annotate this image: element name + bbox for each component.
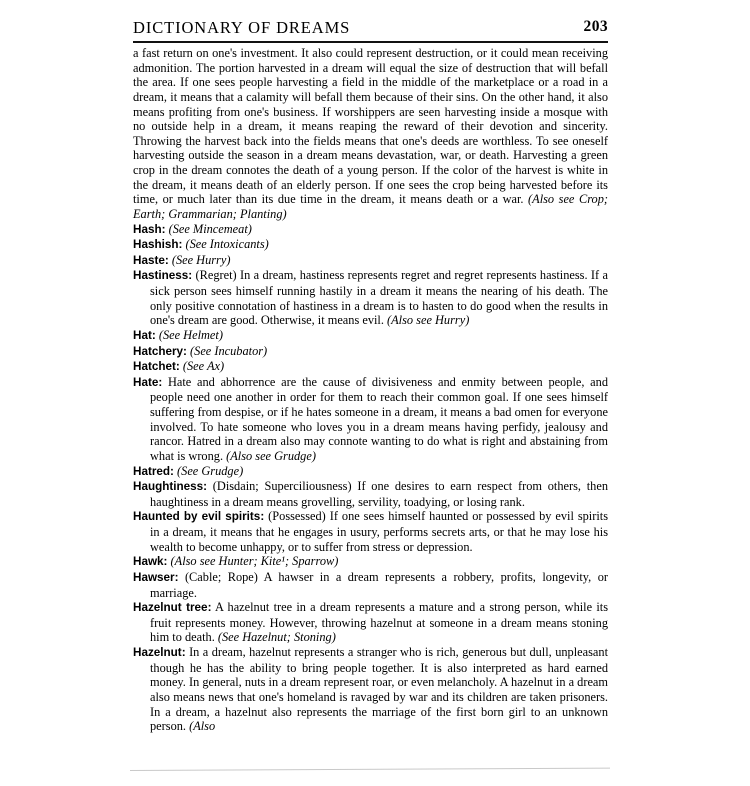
entry-crossref: (See Ax) xyxy=(182,359,225,374)
entry-headword: Hash xyxy=(133,222,162,236)
entry-headword: Hate xyxy=(133,375,159,389)
dictionary-entry xyxy=(133,344,608,360)
entry-headword: Hazelnut tree xyxy=(133,601,208,615)
entry-colon: : xyxy=(183,344,187,358)
entry-trailing-crossref: (See Hazelnut; Stoning) xyxy=(217,630,336,645)
dictionary-entry xyxy=(133,328,608,344)
entry-trailing-crossref: (Also see Hurry) xyxy=(387,313,470,328)
entry-colon: : xyxy=(161,222,166,236)
entry-crossref: (See Incubator) xyxy=(190,343,268,358)
page-number: 203 xyxy=(583,18,608,35)
entry-headword: Hazelnut xyxy=(133,646,182,659)
dictionary-entry xyxy=(133,554,608,570)
continued-paragraph-text: a fast return on one's investment. It also could represent destruction, or it could mean receiving admonition. The portion harvested in a dream will equal the size of destruction that will befall the area. If one sees people harvesting a field in the middle of the marketplace or a road in a dream, it means that a calamity will befall them because of their sins. On the other hand, it also means profiting from one's business. If worshippers are seen harvesting inside a mosque with no outside help in a dream, it means reaping the reward of their devotion and sincerity. Throwing the harvest back into the fields means that one's deeds are worthless. To see oneself harvesting outside the season in a dream means devastation, war, or death. Harvesting a green crop in the dream connotes the death of a young person. If the color of the harvest is white in the dream, it means death of an elderly person. If one sees the crop being harvested before its time, or much later than its due time in the dream, it means death or a war. xyxy=(133,46,608,207)
entry-headword: Haste xyxy=(133,253,165,267)
entry-body: In a dream, hazelnut represents a stranger who is rich, generous but dull, unpleasant though he has the ability to bring people together. It is also interpreted as hard earned money. In general, nuts in a dream represent roar, or even melancholy. A hazelnut in a dream also means news that one's homeland is ravaged by war and its children are taken prisoners. In a dream, a hazelnut also represents the marriage of the first born girl to an unknown person. xyxy=(150,645,608,734)
entry-body: A hazelnut tree in a dream represents a mature and a strong person, while its fruit represents money. However, throwing hazelnut at someone in a dream means stoning him to death. xyxy=(150,600,608,645)
entry-colon: : xyxy=(207,601,212,615)
entry-crossref: (See Helmet) xyxy=(158,327,223,342)
dictionary-entry xyxy=(133,645,608,734)
entry-headword: Hawser xyxy=(133,570,175,584)
entry-body: (Disdain; Superciliousness) If one desires to earn respect from others, then haughtiness in a dream means grovelling, servility, toadying, or losing rank. xyxy=(150,479,608,509)
entry-crossref: (See Grudge) xyxy=(177,463,244,478)
entry-body: (Cable; Rope) A hawser in a dream represents a robbery, profits, longevity, or marriage. xyxy=(150,569,608,600)
entry-colon: : xyxy=(170,464,174,478)
dictionary-entry xyxy=(133,464,608,480)
entry-crossref: (Also see Hunter; Kite¹; Sparrow) xyxy=(170,554,339,569)
running-head xyxy=(133,18,608,42)
dictionary-entry xyxy=(133,600,608,645)
dictionary-entry xyxy=(133,222,608,238)
entry-colon: : xyxy=(260,510,265,524)
header-rule xyxy=(133,41,608,43)
dictionary-entry xyxy=(133,375,608,464)
dictionary-entry xyxy=(133,237,608,253)
entry-headword: Hawk xyxy=(133,555,164,569)
dictionary-entry xyxy=(133,570,608,600)
entry-colon: : xyxy=(188,269,193,283)
entry-headword: Haughtiness xyxy=(133,480,204,494)
entry-crossref: (See Hurry) xyxy=(171,252,231,267)
entry-body: (Possessed) If one sees himself haunted or possessed by evil spirits in a dream, it means that he engages in usury, performs secrets arts, or that he may lose his wealth to become unhappy, or to suffer from stress or depression. xyxy=(150,509,609,554)
dictionary-entry xyxy=(133,359,608,375)
entry-trailing-crossref: (Also xyxy=(189,719,216,734)
entry-headword: Haunted by evil spirits xyxy=(133,510,261,524)
entry-headword: Hashish xyxy=(133,238,179,252)
entry-body: (Regret) In a dream, hastiness represents regret and regret represents hastiness. If a sick person sees himself running hastily in a dream it means the nearing of his death. The only positive connotation of hastiness in a dream is to hasten to do good when the results in one's dream are good. Otherwise, it means evil. xyxy=(150,268,608,328)
entry-trailing-crossref: (Also see Grudge) xyxy=(226,448,316,463)
entry-colon: : xyxy=(175,360,180,374)
running-head-title: DICTIONARY OF DREAMS xyxy=(133,18,351,37)
continued-paragraph-crossref: (Also see Crop; Earth; Grammarian; Planting) xyxy=(133,192,608,221)
entry-headword: Hatchet xyxy=(133,360,176,374)
entry-headword: Hastiness xyxy=(133,269,189,283)
entry-crossref: (See Mincemeat) xyxy=(168,221,252,236)
entry-headword: Hatred xyxy=(133,464,171,478)
entry-colon: : xyxy=(174,570,179,584)
text-column xyxy=(133,46,608,734)
scan-edge-line xyxy=(130,768,610,771)
dictionary-entry xyxy=(133,268,608,328)
dictionary-entry xyxy=(133,479,608,509)
continued-paragraph xyxy=(133,46,608,222)
dictionary-entry xyxy=(133,509,608,554)
entry-headword: Hatchery xyxy=(133,344,184,358)
entry-colon: : xyxy=(163,555,168,569)
entry-colon: : xyxy=(151,328,156,342)
entry-crossref: (See Intoxicants) xyxy=(185,237,269,252)
entry-body: Hate and abhorrence are the cause of divisiveness and enmity between people, and people need one another in order for them to reach their common goal. If one sees himself suffering from despise, or if he hates someone in a dream, it means a bad omen for everyone involved. To hate someone who loves you in a dream means having perfidy, jealousy and rancor. Hatred in a dream also may connote wanting to do what is right and abstaining from what is wrong. xyxy=(150,374,608,463)
entry-colon: : xyxy=(158,375,163,389)
entry-colon: : xyxy=(181,646,186,659)
dictionary-entry xyxy=(133,253,608,269)
entry-colon: : xyxy=(203,480,208,494)
entry-colon: : xyxy=(178,238,183,252)
entry-colon: : xyxy=(164,253,169,267)
entry-headword: Hat xyxy=(133,328,152,342)
